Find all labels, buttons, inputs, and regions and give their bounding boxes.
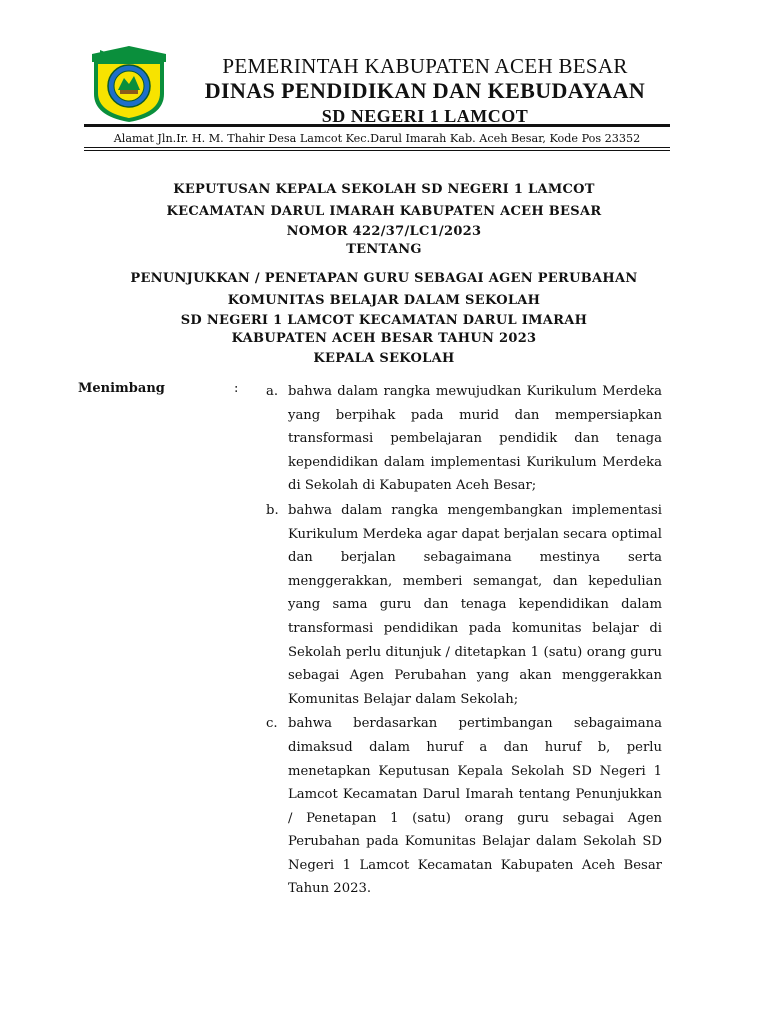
header-divider (84, 124, 670, 127)
item-letter: b. (266, 502, 279, 518)
subject-line: KABUPATEN ACEH BESAR TAHUN 2023 (231, 331, 537, 346)
menimbang-list (266, 380, 662, 902)
menimbang-colon: : (234, 381, 239, 396)
item-text: bahwa dalam rangka mengembangkan implementasi Kurikulum Merdeka agar dapat berjalan secara optimal dan berjalan sebagaimana mestinya serta menggerakkan, memberi semangat, dan kepedulian yang sama guru dan tenaga kependidikan dalam transformasi pendidikan pada komunitas belajar di Sekolah perlu ditunjuk / ditetapkan 1 (satu) orang guru sebagai Agen Perubahan yang akan menggerakkan Komunitas Belajar dalam Sekolah; (288, 502, 662, 707)
list-item (266, 499, 662, 711)
letterhead (180, 54, 670, 128)
subject-signatory: KEPALA SEKOLAH (313, 351, 455, 366)
decree-title-line: KECAMATAN DARUL IMARAH KABUPATEN ACEH BESAR (166, 204, 602, 219)
decree-title-line: KEPUTUSAN KEPALA SEKOLAH SD NEGERI 1 LAMCOT (173, 182, 595, 197)
school-address: Alamat Jln.Ir. H. M. Thahir Desa Lamcot Kec.Darul Imarah Kab. Aceh Besar, Kode Pos 23352 (113, 132, 641, 145)
aceh-besar-emblem-logo (88, 44, 170, 124)
school-name: SD NEGERI 1 LAMCOT (321, 106, 529, 126)
agency-name: DINAS PENDIDIKAN DAN KEBUDAYAAN (204, 78, 646, 103)
item-text: bahwa berdasarkan pertimbangan sebagaimana dimaksud dalam huruf a dan huruf b, perlu menetapkan Keputusan Kepala Sekolah SD Negeri 1 Lamcot Kecamatan Darul Imarah tentang Penunjukkan / Penetapan 1 (satu) orang guru sebagai Agen Perubahan pada Komunitas Belajar dalam Sekolah SD Negeri 1 Lamcot Kecamatan Kabupaten Aceh Besar Tahun 2023. (288, 716, 662, 897)
item-letter: a. (266, 384, 279, 399)
list-item (266, 380, 662, 498)
item-text: bahwa dalam rangka mewujudkan Kurikulum Merdeka yang berpihak pada murid dan mempersiapkan transformasi pembelajaran pendidik dan tenaga kependidikan dalam implementasi Kurikulum Merdeka di Sekolah di Kabupaten Aceh Besar; (288, 384, 662, 494)
decree-tentang: TENTANG (346, 242, 422, 257)
item-letter: c. (266, 716, 278, 732)
list-item (266, 712, 662, 901)
decree-title (84, 179, 684, 259)
address-divider-top (84, 147, 670, 148)
decree-number: NOMOR 422/37/LC1/2023 (286, 224, 482, 239)
government-name: PEMERINTAH KABUPATEN ACEH BESAR (222, 54, 628, 78)
subject-line: SD NEGERI 1 LAMCOT KECAMATAN DARUL IMARAH (180, 313, 588, 328)
subject-line: PENUNJUKKAN / PENETAPAN GURU SEBAGAI AGEN PERUBAHAN (130, 271, 638, 286)
address-divider-bottom (84, 150, 670, 151)
menimbang-label: Menimbang (78, 381, 165, 396)
subject-line: KOMUNITAS BELAJAR DALAM SEKOLAH (227, 293, 541, 308)
decree-subject (84, 268, 684, 371)
